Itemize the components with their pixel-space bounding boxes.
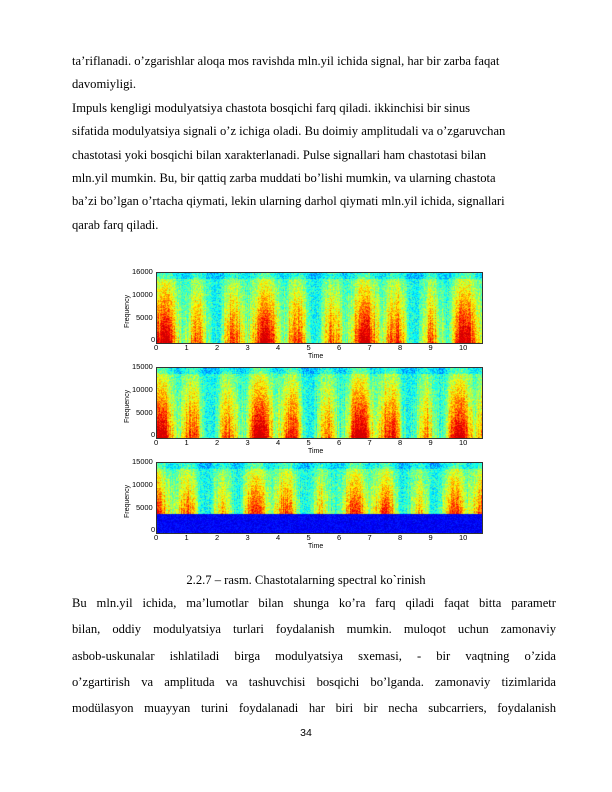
x-tick: 0 (154, 343, 159, 352)
y-tick: 10000 (132, 480, 153, 489)
text-line: Bu mln.yil ichida, ma’lumotlar bilan shunga ko’ra farq qiladi faqat bitta parametr (72, 596, 556, 610)
page-number: 34 (300, 727, 312, 739)
x-tick: 3 (245, 343, 250, 352)
x-tick: 9 (428, 533, 433, 542)
body-paragraph-1 (72, 50, 556, 237)
spectrogram-figure (118, 266, 490, 556)
x-tick: 10 (459, 438, 468, 447)
x-tick: 1 (184, 343, 189, 352)
x-tick: 0 (154, 438, 159, 447)
spectrogram-panel-3 (118, 456, 490, 548)
text-line: bilan, oddiy modulyatsiya turlari foydalanish mumkin. muloqot uchun zamonaviy (72, 622, 556, 637)
x-tick: 10 (459, 343, 468, 352)
x-tick: 2 (215, 438, 220, 447)
text-line: ta’riflanadi. o’zgarishlar aloqa mos ravishda mln.yil ichida signal, har bir zarba faqat (72, 54, 500, 68)
y-tick: 15000 (132, 457, 153, 466)
text-line: modülasyon muayyan turini foydalanadi har biri bir necha subcarriers, foydalanish (72, 701, 556, 716)
x-axis-label: Time (308, 353, 324, 360)
y-tick: 0 (151, 430, 156, 439)
spectrogram-plot (156, 272, 483, 344)
y-tick: 10000 (132, 385, 153, 394)
text-line: chastotasi yoki bosqichi bilan xarakterlanadi. Pulse signallari ham chastotasi bilan (72, 147, 487, 162)
x-tick: 4 (276, 343, 281, 352)
spectrogram-plot (156, 367, 483, 439)
spectrogram-panel-1 (118, 266, 490, 358)
text-line: sifatida modulyatsiya signali o’z ichiga oladi. Bu doimiy amplitudali va o’zgaruvchan (72, 124, 506, 139)
y-axis-label: Frequency (124, 484, 131, 518)
x-tick: 1 (184, 533, 189, 542)
x-tick: 8 (398, 533, 403, 542)
x-axis-label: Time (308, 543, 324, 550)
x-tick: 9 (428, 343, 433, 352)
x-tick: 3 (245, 438, 250, 447)
spectrogram-image (157, 368, 482, 438)
text-line: mln.yil mumkin. Bu, bir qattiq zarba muddati bo’lishi mumkin, va ularning chastota (72, 170, 496, 185)
x-tick: 4 (276, 438, 281, 447)
y-tick: 0 (151, 525, 156, 534)
x-tick: 8 (398, 438, 403, 447)
spectrogram-image (157, 273, 482, 343)
x-tick: 5 (306, 343, 311, 352)
x-tick: 6 (337, 343, 342, 352)
x-tick: 1 (184, 438, 189, 447)
x-tick: 4 (276, 533, 281, 542)
x-tick: 3 (245, 533, 250, 542)
x-tick: 10 (459, 533, 468, 542)
x-tick: 2 (215, 343, 220, 352)
text-line: o’zgartirish va amplituda va tashuvchisi bosqichi bo’lganda. zamonaviy tizimlarida (72, 674, 556, 689)
y-tick: 16000 (132, 267, 153, 276)
x-tick: 6 (337, 438, 342, 447)
x-tick: 5 (306, 533, 311, 542)
x-axis-label: Time (308, 448, 324, 455)
text-line: davomiyligi. (72, 77, 137, 92)
text-line: Impuls kengligi modulyatsiya chastota bosqichi farq qiladi. ikkinchisi bir sinus (72, 100, 471, 115)
figure-caption: 2.2.7 – rasm. Chastotalarning spectral ko`rinish (186, 573, 426, 587)
spectrogram-plot (156, 462, 483, 534)
x-tick: 7 (367, 343, 372, 352)
x-tick: 8 (398, 343, 403, 352)
text-line: qarab farq qiladi. (72, 217, 159, 232)
spectrogram-image (157, 463, 482, 533)
y-tick: 5000 (136, 313, 153, 322)
text-line: asbob-uskunalar ishlatiladi birga modulyatsiya sxemasi, - bir vaqtning o’zida (72, 648, 556, 663)
x-tick: 9 (428, 438, 433, 447)
y-tick: 5000 (136, 503, 153, 512)
x-tick: 5 (306, 438, 311, 447)
y-tick: 0 (151, 335, 156, 344)
x-tick: 0 (154, 533, 159, 542)
x-tick: 2 (215, 533, 220, 542)
y-tick: 5000 (136, 408, 153, 417)
body-paragraph-2 (72, 590, 556, 721)
text-line: ba’zi bo’lgan o’rtacha qiymati, lekin ularning darhol qiymati mln.yil ichida, signallari (72, 194, 505, 209)
spectrogram-panel-2 (118, 361, 490, 453)
y-axis-label: Frequency (124, 389, 131, 423)
y-axis-label: Frequency (124, 294, 131, 328)
x-tick: 7 (367, 533, 372, 542)
y-tick: 15000 (132, 362, 153, 371)
y-tick: 10000 (132, 290, 153, 299)
x-tick: 6 (337, 533, 342, 542)
x-tick: 7 (367, 438, 372, 447)
